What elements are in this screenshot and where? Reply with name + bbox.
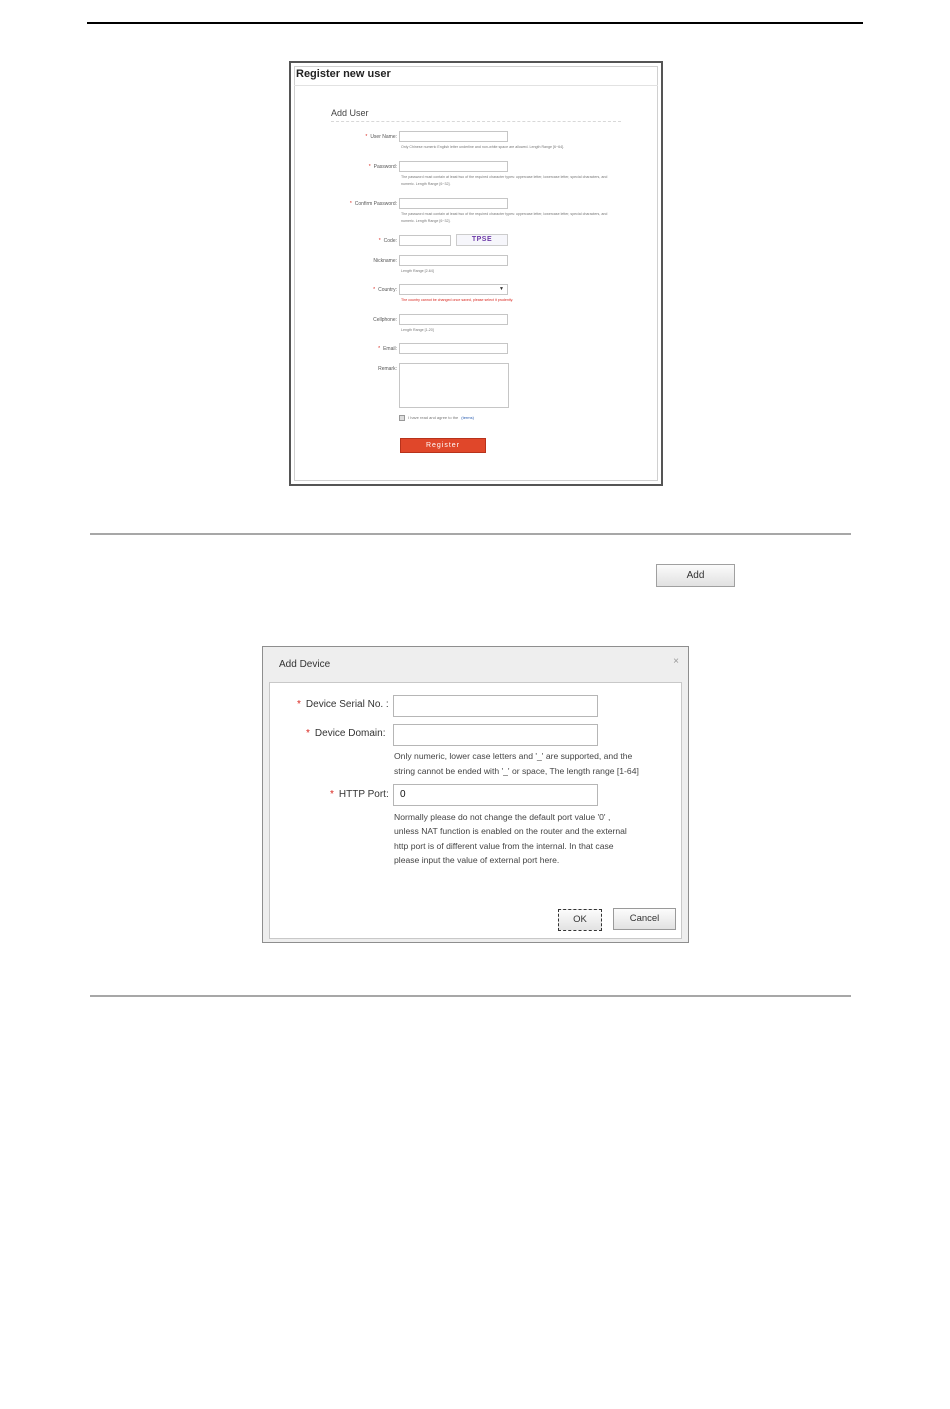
- close-icon[interactable]: ×: [673, 656, 679, 667]
- confirm-password-label: * Confirm Password:: [349, 201, 397, 207]
- captcha-image[interactable]: TPSE: [456, 234, 508, 246]
- port-hint-4: please input the value of external port here.: [394, 855, 560, 865]
- port-hint-3: http port is of different value from the internal. In that case: [394, 841, 614, 851]
- domain-label: * Device Domain:: [306, 728, 386, 739]
- cancel-button[interactable]: Cancel: [613, 908, 676, 930]
- section-rule-1: [90, 533, 851, 535]
- country-hint: The country cannot be changed once saved, please select it prudently.: [401, 298, 514, 302]
- remark-textarea[interactable]: [399, 363, 509, 408]
- nickname-input[interactable]: [399, 255, 508, 266]
- dialog-title: Add Device: [279, 659, 331, 670]
- username-input[interactable]: [399, 131, 508, 142]
- serial-input[interactable]: [393, 695, 598, 717]
- register-button[interactable]: Register: [400, 438, 486, 453]
- serial-label: * Device Serial No. :: [297, 699, 389, 710]
- port-input[interactable]: 0: [393, 784, 598, 806]
- port-label: * HTTP Port:: [330, 789, 389, 800]
- ok-button[interactable]: OK: [558, 909, 602, 931]
- remark-label: Remark:: [378, 366, 397, 372]
- register-panel: [289, 61, 663, 486]
- email-input[interactable]: [399, 343, 508, 354]
- agree-text: I have read and agree to the: [408, 415, 459, 421]
- add-button[interactable]: Add: [656, 564, 735, 587]
- confirm-password-hint: The password must contain at least two of the required character types: uppercase letter, lowercase letter, special characters, and numeric. Length Range [6~32].: [401, 212, 608, 223]
- domain-hint-2: string cannot be ended with '_' or space, The length range [1-64]: [394, 766, 639, 776]
- country-select[interactable]: [399, 284, 508, 295]
- nickname-hint: Length Range [2-64]: [401, 269, 434, 273]
- nickname-label: Nickname:: [373, 258, 397, 264]
- domain-hint-1: Only numeric, lower case letters and '_' are supported, and the: [394, 751, 633, 761]
- section-divider: [331, 121, 621, 122]
- domain-input[interactable]: [393, 724, 598, 746]
- terms-link[interactable]: (terms): [461, 415, 474, 421]
- agree-row: [399, 415, 474, 421]
- top-rule: [87, 22, 863, 24]
- title-divider: [294, 85, 658, 86]
- password-input[interactable]: [399, 161, 508, 172]
- username-label: * User Name:: [365, 134, 397, 140]
- code-label: * Code:: [378, 238, 397, 244]
- username-hint: Only Chinese numeric English letter underline and non-white space are allowed. Length Range [6~64].: [401, 145, 565, 149]
- cellphone-input[interactable]: [399, 314, 508, 325]
- section-title: Add User: [331, 108, 369, 118]
- password-hint: The password must contain at least two of the required character types: uppercase letter, lowercase letter, special characters, and numeric. Length Range [6~32].: [401, 175, 608, 186]
- password-label: * Password:: [368, 164, 397, 170]
- cellphone-label: Cellphone:: [373, 317, 397, 323]
- confirm-password-input[interactable]: [399, 198, 508, 209]
- country-label: * Country:: [373, 287, 397, 293]
- code-input[interactable]: [399, 235, 451, 246]
- agree-checkbox[interactable]: [399, 415, 405, 421]
- cellphone-hint: Length Range [1-20]: [401, 328, 434, 332]
- section-rule-2: [90, 995, 851, 997]
- email-label: * Email:: [378, 346, 397, 352]
- port-hint-1: Normally please do not change the default port value '0' ,: [394, 812, 611, 822]
- dropdown-arrow-icon: ▼: [499, 286, 504, 292]
- port-hint-2: unless NAT function is enabled on the router and the external: [394, 826, 627, 836]
- register-title: Register new user: [296, 68, 391, 80]
